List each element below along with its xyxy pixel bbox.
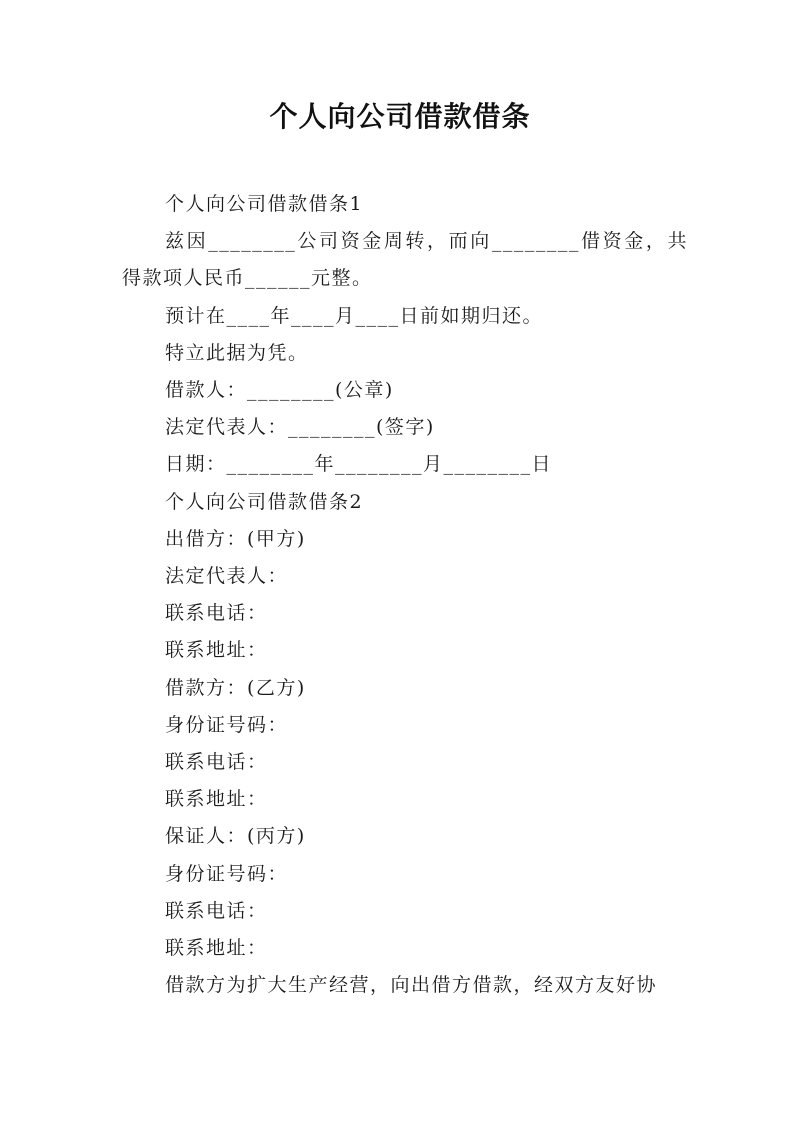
paragraph-agreement-intro: 借款方为扩大生产经营，向出借方借款，经双方友好协 bbox=[165, 974, 658, 997]
field-borrower: 借款人：________(公章) bbox=[165, 379, 394, 402]
document-body bbox=[122, 186, 688, 1004]
field-borrower-id-number: 身份证号码： bbox=[165, 713, 289, 736]
document-title: 个人向公司借款借条 bbox=[269, 100, 531, 133]
field-lender-phone: 联系电话： bbox=[165, 602, 268, 625]
field-legal-representative: 法定代表人：________(签字) bbox=[165, 416, 435, 439]
field-guarantor-id-number: 身份证号码： bbox=[165, 862, 289, 885]
heading-loan-note-1: 个人向公司借款借条1 bbox=[165, 193, 364, 215]
paragraph-repayment-date: 预计在____年____月____日前如期归还。 bbox=[165, 304, 544, 327]
field-borrower-phone: 联系电话： bbox=[165, 751, 268, 774]
heading-loan-note-2: 个人向公司借款借条2 bbox=[165, 490, 364, 513]
field-lender-address: 联系地址： bbox=[165, 639, 268, 662]
field-lender-party-a: 出借方：(甲方) bbox=[165, 527, 306, 550]
field-guarantor-address: 联系地址： bbox=[165, 937, 268, 960]
field-guarantor-phone: 联系电话： bbox=[165, 899, 268, 922]
field-guarantor-party-c: 保证人：(丙方) bbox=[165, 825, 306, 848]
field-borrower-party-b: 借款方：(乙方) bbox=[165, 676, 306, 699]
paragraph-certification: 特立此据为凭。 bbox=[165, 341, 309, 364]
field-date: 日期：________年________月________日 bbox=[165, 453, 553, 476]
paragraph-reason: 兹因________公司资金周转，而向________借资金，共得款项人民币______元整。 bbox=[122, 230, 688, 290]
field-borrower-address: 联系地址： bbox=[165, 788, 268, 811]
field-lender-legal-representative: 法定代表人： bbox=[165, 565, 289, 588]
